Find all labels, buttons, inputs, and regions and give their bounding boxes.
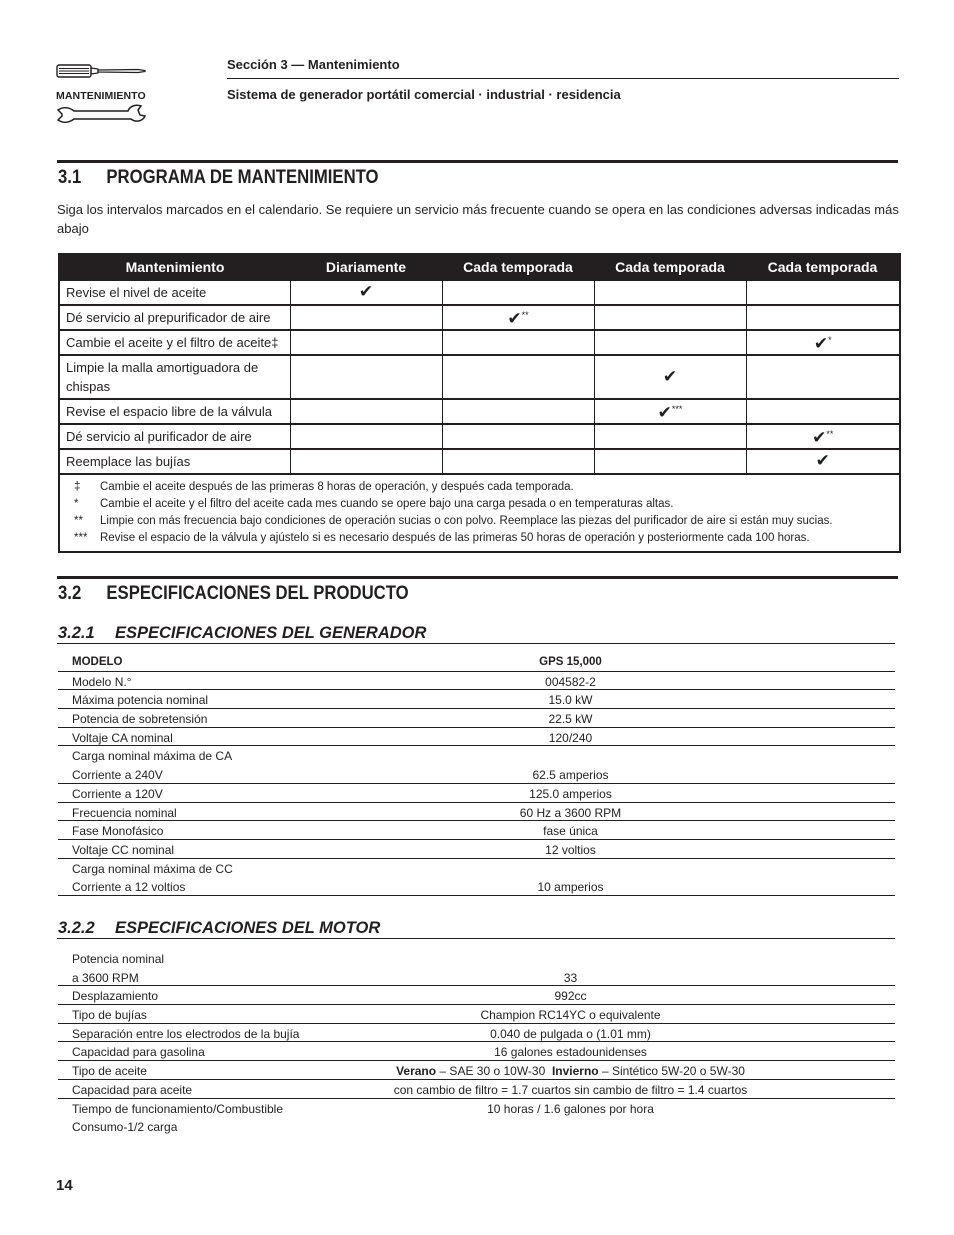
table-row — [59, 449, 900, 474]
schedule-cell — [746, 399, 900, 424]
spec-value: 33 — [563, 970, 578, 985]
table-row — [59, 355, 900, 399]
schedule-cell — [290, 330, 442, 355]
spec-label: Desplazamiento — [72, 989, 159, 1004]
spec-row — [58, 784, 895, 803]
spec-label: Corriente a 240V — [72, 768, 163, 783]
schedule-cell — [594, 424, 746, 449]
column-header: Cada temporada — [442, 254, 594, 280]
schedule-cell — [594, 355, 746, 399]
spec-label: Tipo de aceite — [72, 1064, 147, 1079]
schedule-cell — [442, 449, 594, 474]
spec-label: a 3600 RPM — [72, 970, 139, 985]
schedule-cell — [594, 449, 746, 474]
spec-value: 992cc — [554, 989, 587, 1004]
schedule-cell — [290, 355, 442, 399]
schedule-cell — [442, 355, 594, 399]
footnote-mark: ‡ — [74, 481, 81, 493]
table-row — [59, 330, 900, 355]
task-cell: Revise el nivel de aceite — [59, 280, 290, 305]
task-cell: Cambie el aceite y el filtro de aceite‡ — [59, 330, 290, 355]
engine-specs-rule — [57, 938, 895, 939]
spec-header-row — [58, 653, 895, 672]
footnote-text: Limpie con más frecuencia bajo condiciones de operación sucias o con polvo. Reemplace las piezas del purificador de aire si están muy sucias. — [100, 515, 833, 527]
header-system: Sistema de generador portátil comercial · industrial · residencia — [227, 87, 621, 102]
spec-header-label: MODELO — [72, 656, 123, 668]
spec-row — [58, 672, 895, 691]
oil-type-part: – Sintético 5W-20 o 5W-30 — [598, 1064, 745, 1079]
spec-value: con cambio de filtro = 1.7 cuartos sin cambio de filtro = 1.4 cuartos — [393, 1082, 748, 1097]
spec-row — [58, 709, 895, 728]
schedule-cell — [290, 305, 442, 330]
footnote-mark: * — [74, 498, 79, 510]
spec-value: 125.0 amperios — [529, 786, 612, 801]
section-32-title-text: ESPECIFICACIONES DEL PRODUCTO — [106, 583, 409, 604]
header-label: MANTENIMIENTO — [56, 90, 146, 102]
task-cell: Dé servicio al prepurificador de aire — [59, 305, 290, 330]
schedule-cell — [442, 280, 594, 305]
spec-row — [58, 728, 895, 747]
spec-label: Carga nominal máxima de CA — [72, 749, 233, 764]
spec-row — [58, 690, 895, 709]
spec-row — [58, 1042, 895, 1061]
checkmark-icon: ✔ — [657, 403, 672, 422]
footnote — [74, 479, 891, 496]
checkmark-icon: ✔ — [358, 282, 374, 301]
spec-row — [58, 1080, 895, 1099]
checkmark-icon: ✔ — [507, 309, 522, 328]
spec-label: Consumo-1/2 carga — [72, 1120, 178, 1135]
spec-label: Potencia nominal — [72, 952, 165, 966]
spec-label: Potencia de sobretensión — [72, 712, 208, 727]
engine-specs-number: 3.2.2 — [58, 919, 95, 937]
spec-label: Fase Monofásico — [72, 824, 164, 839]
schedule-cell — [442, 305, 594, 330]
checkmark-icon: ✔ — [815, 451, 830, 470]
engine-specs-title-text: ESPECIFICACIONES DEL MOTOR — [115, 919, 381, 937]
section-31-intro: Siga los intervalos marcados en el calendario. Se requiere un servicio más frecuente cuando se opera en las condiciones adversas indicadas más abajo — [57, 202, 899, 236]
spec-row — [58, 859, 895, 878]
spec-label: Carga nominal máxima de CC — [72, 861, 233, 876]
spec-row — [58, 1117, 895, 1136]
schedule-cell — [594, 305, 746, 330]
footnote-marker: * — [828, 335, 832, 345]
spec-label: Separación entre los electrodos de la bujía — [72, 1026, 300, 1041]
engine-specs-title — [58, 919, 380, 938]
schedule-cell — [746, 305, 900, 330]
footnotes — [59, 474, 900, 552]
generator-specs-title-text: ESPECIFICACIONES DEL GENERADOR — [115, 624, 427, 642]
section-32-title — [58, 583, 409, 605]
schedule-cell — [290, 280, 442, 305]
spec-label: Máxima potencia nominal — [72, 693, 209, 708]
task-cell: Reemplace las bujías — [59, 449, 290, 474]
header-section: Sección 3 — Mantenimiento — [227, 57, 400, 72]
footnote-marker: ** — [521, 310, 529, 320]
footnote-text: Revise el espacio de la válvula y ajústelo si es necesario después de las primeras 50 horas de operación y posteriormente cada 100 horas. — [100, 532, 810, 544]
spec-value: 120/240 — [548, 730, 593, 745]
spec-value: Champion RC14YC o equivalente — [480, 1008, 661, 1023]
schedule-cell — [746, 355, 900, 399]
schedule-cell — [442, 424, 594, 449]
schedule-cell — [290, 424, 442, 449]
section-31-title — [58, 167, 379, 189]
spec-value: 10 amperios — [537, 880, 604, 895]
spec-label: Capacidad para gasolina — [72, 1045, 205, 1060]
spec-label: Tiempo de funcionamiento/Combustible — [72, 1101, 284, 1116]
spec-row — [58, 968, 895, 987]
task-cell: Revise el espacio libre de la válvula — [59, 399, 290, 424]
spec-value: 22.5 kW — [548, 712, 593, 727]
schedule-cell — [746, 330, 900, 355]
spec-label: Tipo de bujías — [72, 1008, 147, 1023]
footnote-marker: ** — [826, 429, 834, 439]
table-header-row — [59, 254, 900, 280]
spec-label: Corriente a 12 voltios — [72, 880, 186, 895]
oil-type-part: Invierno — [551, 1064, 599, 1079]
section-32-number: 3.2 — [58, 583, 82, 604]
checkmark-icon: ✔ — [813, 334, 829, 353]
spec-value: 0.040 de pulgada o (1.01 mm) — [490, 1026, 651, 1041]
spec-label: Modelo N.° — [72, 674, 132, 689]
schedule-cell — [290, 449, 442, 474]
footnote-marker: *** — [671, 404, 683, 414]
checkmark-icon: ✔ — [812, 428, 827, 447]
spec-value: 15.0 kW — [548, 693, 593, 708]
footnote-mark: *** — [74, 532, 88, 544]
table-row — [59, 424, 900, 449]
spec-label: Voltaje CA nominal — [72, 730, 173, 745]
footnotes-row — [59, 474, 900, 552]
oil-type-part: Verano — [396, 1064, 437, 1079]
footnote-text: Cambie el aceite después de las primeras 8 horas de operación, y después cada temporada. — [100, 481, 574, 493]
spec-value: 62.5 amperios — [532, 768, 609, 783]
spec-value: 004582-2 — [545, 674, 596, 689]
checkmark-icon: ✔ — [662, 366, 678, 386]
schedule-cell — [594, 399, 746, 424]
spec-value: 10 horas / 1.6 galones por hora — [487, 1101, 654, 1116]
column-header: Mantenimiento — [59, 254, 290, 280]
spec-row — [58, 765, 895, 784]
spec-value: fase única — [543, 824, 598, 839]
spec-label: Frecuencia nominal — [72, 805, 177, 820]
spec-row — [58, 746, 895, 765]
engine-specs-table — [58, 949, 895, 1136]
schedule-cell — [594, 330, 746, 355]
column-header: Diariamente — [290, 254, 442, 280]
spec-row — [58, 803, 895, 822]
maintenance-schedule-table — [58, 253, 901, 553]
generator-specs-number: 3.2.1 — [58, 624, 95, 642]
task-cell: Limpie la malla amortiguadora de chispas — [59, 355, 290, 399]
spec-value: 60 Hz a 3600 RPM — [519, 805, 622, 820]
column-header: Cada temporada — [746, 254, 900, 280]
footnote — [74, 513, 891, 530]
spec-label: Voltaje CC nominal — [72, 842, 175, 857]
schedule-cell — [746, 280, 900, 305]
spec-row — [58, 1005, 895, 1024]
section-31-number: 3.1 — [58, 167, 82, 188]
schedule-cell — [594, 280, 746, 305]
table-row — [59, 280, 900, 305]
spec-row — [58, 821, 895, 840]
schedule-cell — [746, 449, 900, 474]
spec-row — [58, 949, 895, 968]
generator-specs-title — [58, 624, 426, 643]
spec-header-value: GPS 15,000 — [539, 656, 602, 668]
footnote — [74, 496, 891, 513]
section-31-rule — [57, 160, 898, 163]
spec-row — [58, 840, 895, 859]
schedule-cell — [746, 424, 900, 449]
spec-value: 16 galones estadounidenses — [494, 1045, 647, 1060]
header-divider — [227, 78, 899, 79]
generator-specs-rule — [57, 643, 895, 644]
footnote — [74, 530, 891, 547]
footnote-mark: ** — [74, 515, 83, 527]
schedule-cell — [442, 330, 594, 355]
spec-label: Corriente a 120V — [72, 786, 163, 801]
spec-row — [58, 1061, 895, 1080]
spec-label: Capacidad para aceite — [72, 1082, 193, 1097]
section-32-rule — [57, 576, 898, 579]
spec-row — [58, 1024, 895, 1043]
oil-type-part: – SAE 30 o 10W-30 — [436, 1064, 552, 1079]
spec-row — [58, 1099, 895, 1118]
schedule-cell — [442, 399, 594, 424]
table-row — [59, 305, 900, 330]
spec-value: 12 voltios — [545, 842, 596, 857]
column-header: Cada temporada — [594, 254, 746, 280]
section-31-title-text: PROGRAMA DE MANTENIMIENTO — [106, 167, 379, 188]
spec-value — [358, 1064, 783, 1078]
schedule-cell — [290, 399, 442, 424]
spec-row — [58, 986, 895, 1005]
task-cell: Dé servicio al purificador de aire — [59, 424, 290, 449]
table-row — [59, 399, 900, 424]
generator-specs-table — [58, 653, 895, 896]
spec-row — [58, 877, 895, 896]
page-number: 14 — [56, 1177, 73, 1194]
footnote-text: Cambie el aceite y el filtro del aceite cada mes cuando se opere bajo una carga pesada o en temperaturas altas. — [100, 498, 674, 510]
